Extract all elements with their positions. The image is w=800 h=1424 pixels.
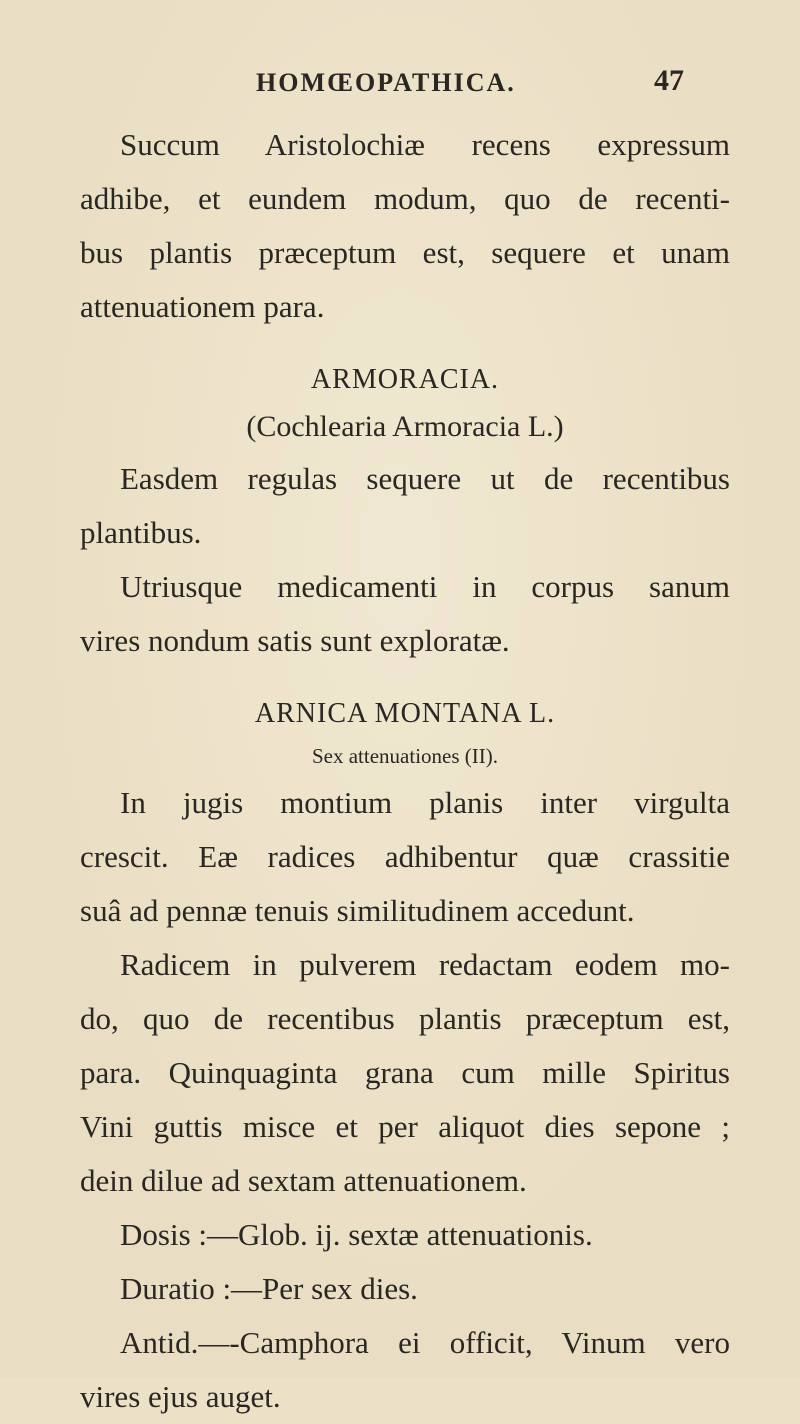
text-line: adhibe, et eundem modum, quo de recenti- <box>80 181 730 216</box>
text-line: suâ ad pennæ tenuis similitudinem accedunt. <box>80 893 635 928</box>
antid-line: Antid.—-Camphora ei officit, Vinum vero <box>120 1325 730 1360</box>
text-line: vires nondum satis sunt exploratæ. <box>80 623 510 658</box>
page-number: 47 <box>654 64 684 97</box>
section-subheading: Sex attenuationes (II). <box>311 744 499 768</box>
section-arnica <box>80 692 730 1424</box>
text-line: Easdem regulas sequere ut de recentibus <box>120 461 730 496</box>
paragraph-aristolochia <box>80 118 730 334</box>
dosis-line: Dosis :—Glob. ij. sextæ attenuationis. <box>120 1217 593 1252</box>
text-line: Utriusque medicamenti in corpus sanum <box>120 569 730 604</box>
section-heading: ARMORACIA. <box>310 364 500 395</box>
text-line: crescit. Eæ radices adhibentur quæ crassitie <box>80 839 730 874</box>
antid-line: vires ejus auget. <box>80 1379 281 1414</box>
text-line: Succum Aristolochiæ recens expressum <box>120 127 730 162</box>
running-title: HOMŒOPATHICA. <box>256 68 516 97</box>
text-line: bus plantis præceptum est, sequere et unam <box>80 235 730 270</box>
text-line: plantibus. <box>80 515 202 550</box>
page-body <box>80 118 730 1424</box>
text-line: In jugis montium planis inter virgulta <box>120 785 730 820</box>
text-line: attenuationem para. <box>80 289 325 324</box>
section-heading: ARNICA MONTANA L. <box>254 698 556 729</box>
text-line: para. Quinquaginta grana cum mille Spiritus <box>80 1055 730 1090</box>
text-line: Vini guttis misce et per aliquot dies sepone ; <box>80 1109 730 1144</box>
duratio-line: Duratio :—Per sex dies. <box>120 1271 418 1306</box>
section-subheading: (Cochlearia Armoracia L.) <box>246 410 564 443</box>
text-line: do, quo de recentibus plantis præceptum est, <box>80 1001 730 1036</box>
text-line: dein dilue ad sextam attenuationem. <box>80 1163 527 1198</box>
text-line: Radicem in pulverem redactam eodem mo- <box>120 947 730 982</box>
section-armoracia <box>80 358 730 668</box>
page-header <box>250 64 690 108</box>
